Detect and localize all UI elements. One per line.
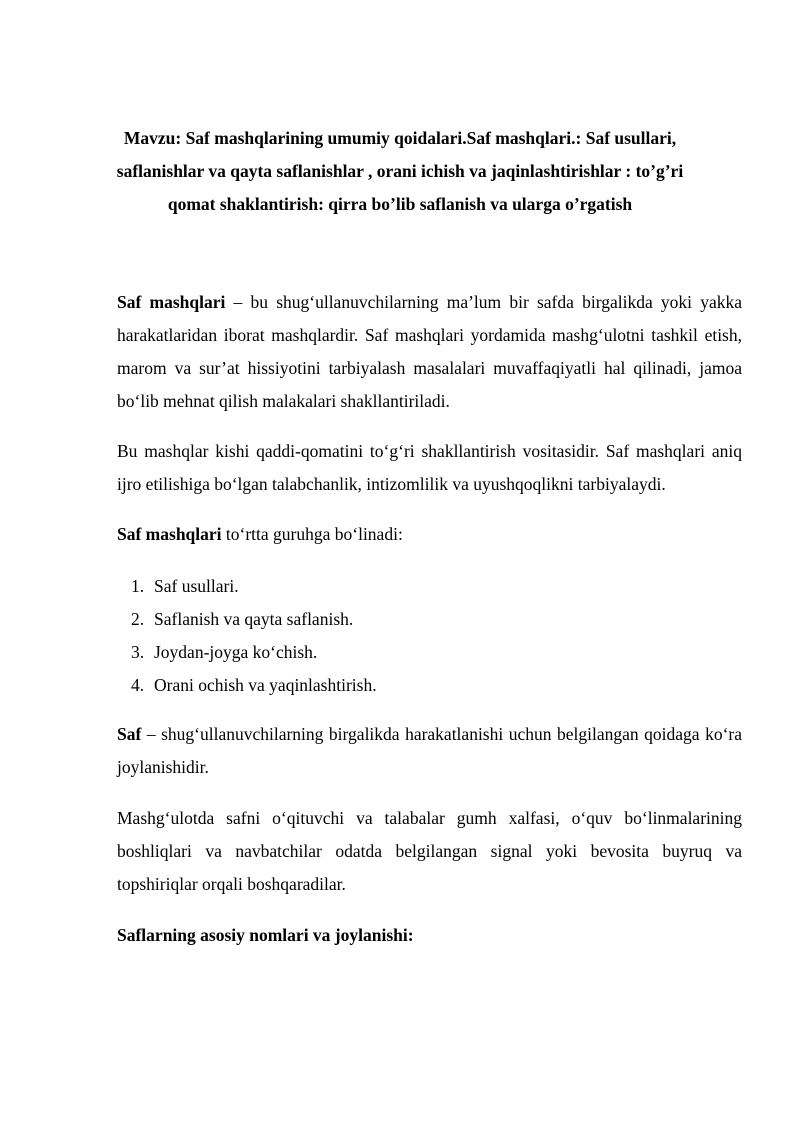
paragraph-groups-intro bbox=[117, 518, 742, 551]
list-text: Saf usullari. bbox=[154, 576, 239, 596]
term-bold: Saf bbox=[117, 724, 142, 744]
paragraph-saf-definition bbox=[117, 718, 742, 784]
list-text: Saflanish va qayta saflanish. bbox=[154, 609, 354, 629]
page-title: Mavzu: Saf mashqlarining umumiy qoidalari.Saf mashqlari.: Saf usullari, saflanishlar va qayta saflanishlar , orani ichish va jaqinlashtirishlar : to’g’ri qomat shaklantirish: qirra bo’lib saflanish va ularga o’rgatish bbox=[116, 128, 684, 214]
section-heading: Saflarning asosiy nomlari va joylanishi: bbox=[117, 925, 414, 945]
list-text: Joydan-joyga ko‘chish. bbox=[154, 642, 318, 662]
list-item bbox=[131, 603, 691, 636]
paragraph-purpose: Bu mashqlar kishi qaddi-qomatini to‘g‘ri shakllantirish vositasidir. Saf mashqlari aniq ijro etilishiga bo‘lgan talabchanlik, intizomlilik va uyushqoqlikni tarbiyalaydi. bbox=[117, 441, 742, 494]
paragraph-text: – shug‘ullanuvchilarning birgalikda harakatlanishi uchun belgilangan qoidaga ko‘ra joylanishidir. bbox=[117, 724, 742, 777]
list-number: 4. bbox=[131, 675, 145, 695]
paragraph-definition bbox=[117, 286, 742, 418]
paragraph-management: Mashg‘ulotda safni o‘qituvchi va talabalar gumh xalfasi, o‘quv bo‘linmalarining boshliqlari va navbatchilar odatda belgilangan signal yoki bevosita buyruq va topshiriqlar orqali boshqaradilar. bbox=[117, 808, 742, 894]
list-number: 3. bbox=[131, 642, 145, 662]
groups-list bbox=[131, 570, 691, 702]
list-item bbox=[131, 636, 691, 669]
term-bold: Saf mashqlari bbox=[117, 292, 226, 312]
list-item bbox=[131, 669, 691, 702]
list-text: Orani ochish va yaqinlashtirish. bbox=[154, 675, 377, 695]
paragraph-text: – bu shug‘ullanuvchilarning ma’lum bir safda birgalikda yoki yakka harakatlaridan iborat mashqlardir. Saf mashqlari yordamida mashg‘ulotni tashkil etish, marom va sur’at hissiyotini tarbiyalash masalalari muvaffaqiyatli hal qilinadi, jamoa bo‘lib mehnat qilish malakalari shakllantiriladi. bbox=[117, 292, 743, 411]
list-item bbox=[131, 570, 691, 603]
list-number: 1. bbox=[131, 576, 145, 596]
term-bold: Saf mashqlari bbox=[117, 524, 222, 544]
paragraph-text: to‘rtta guruhga bo‘linadi: bbox=[221, 524, 403, 544]
list-number: 2. bbox=[131, 609, 145, 629]
